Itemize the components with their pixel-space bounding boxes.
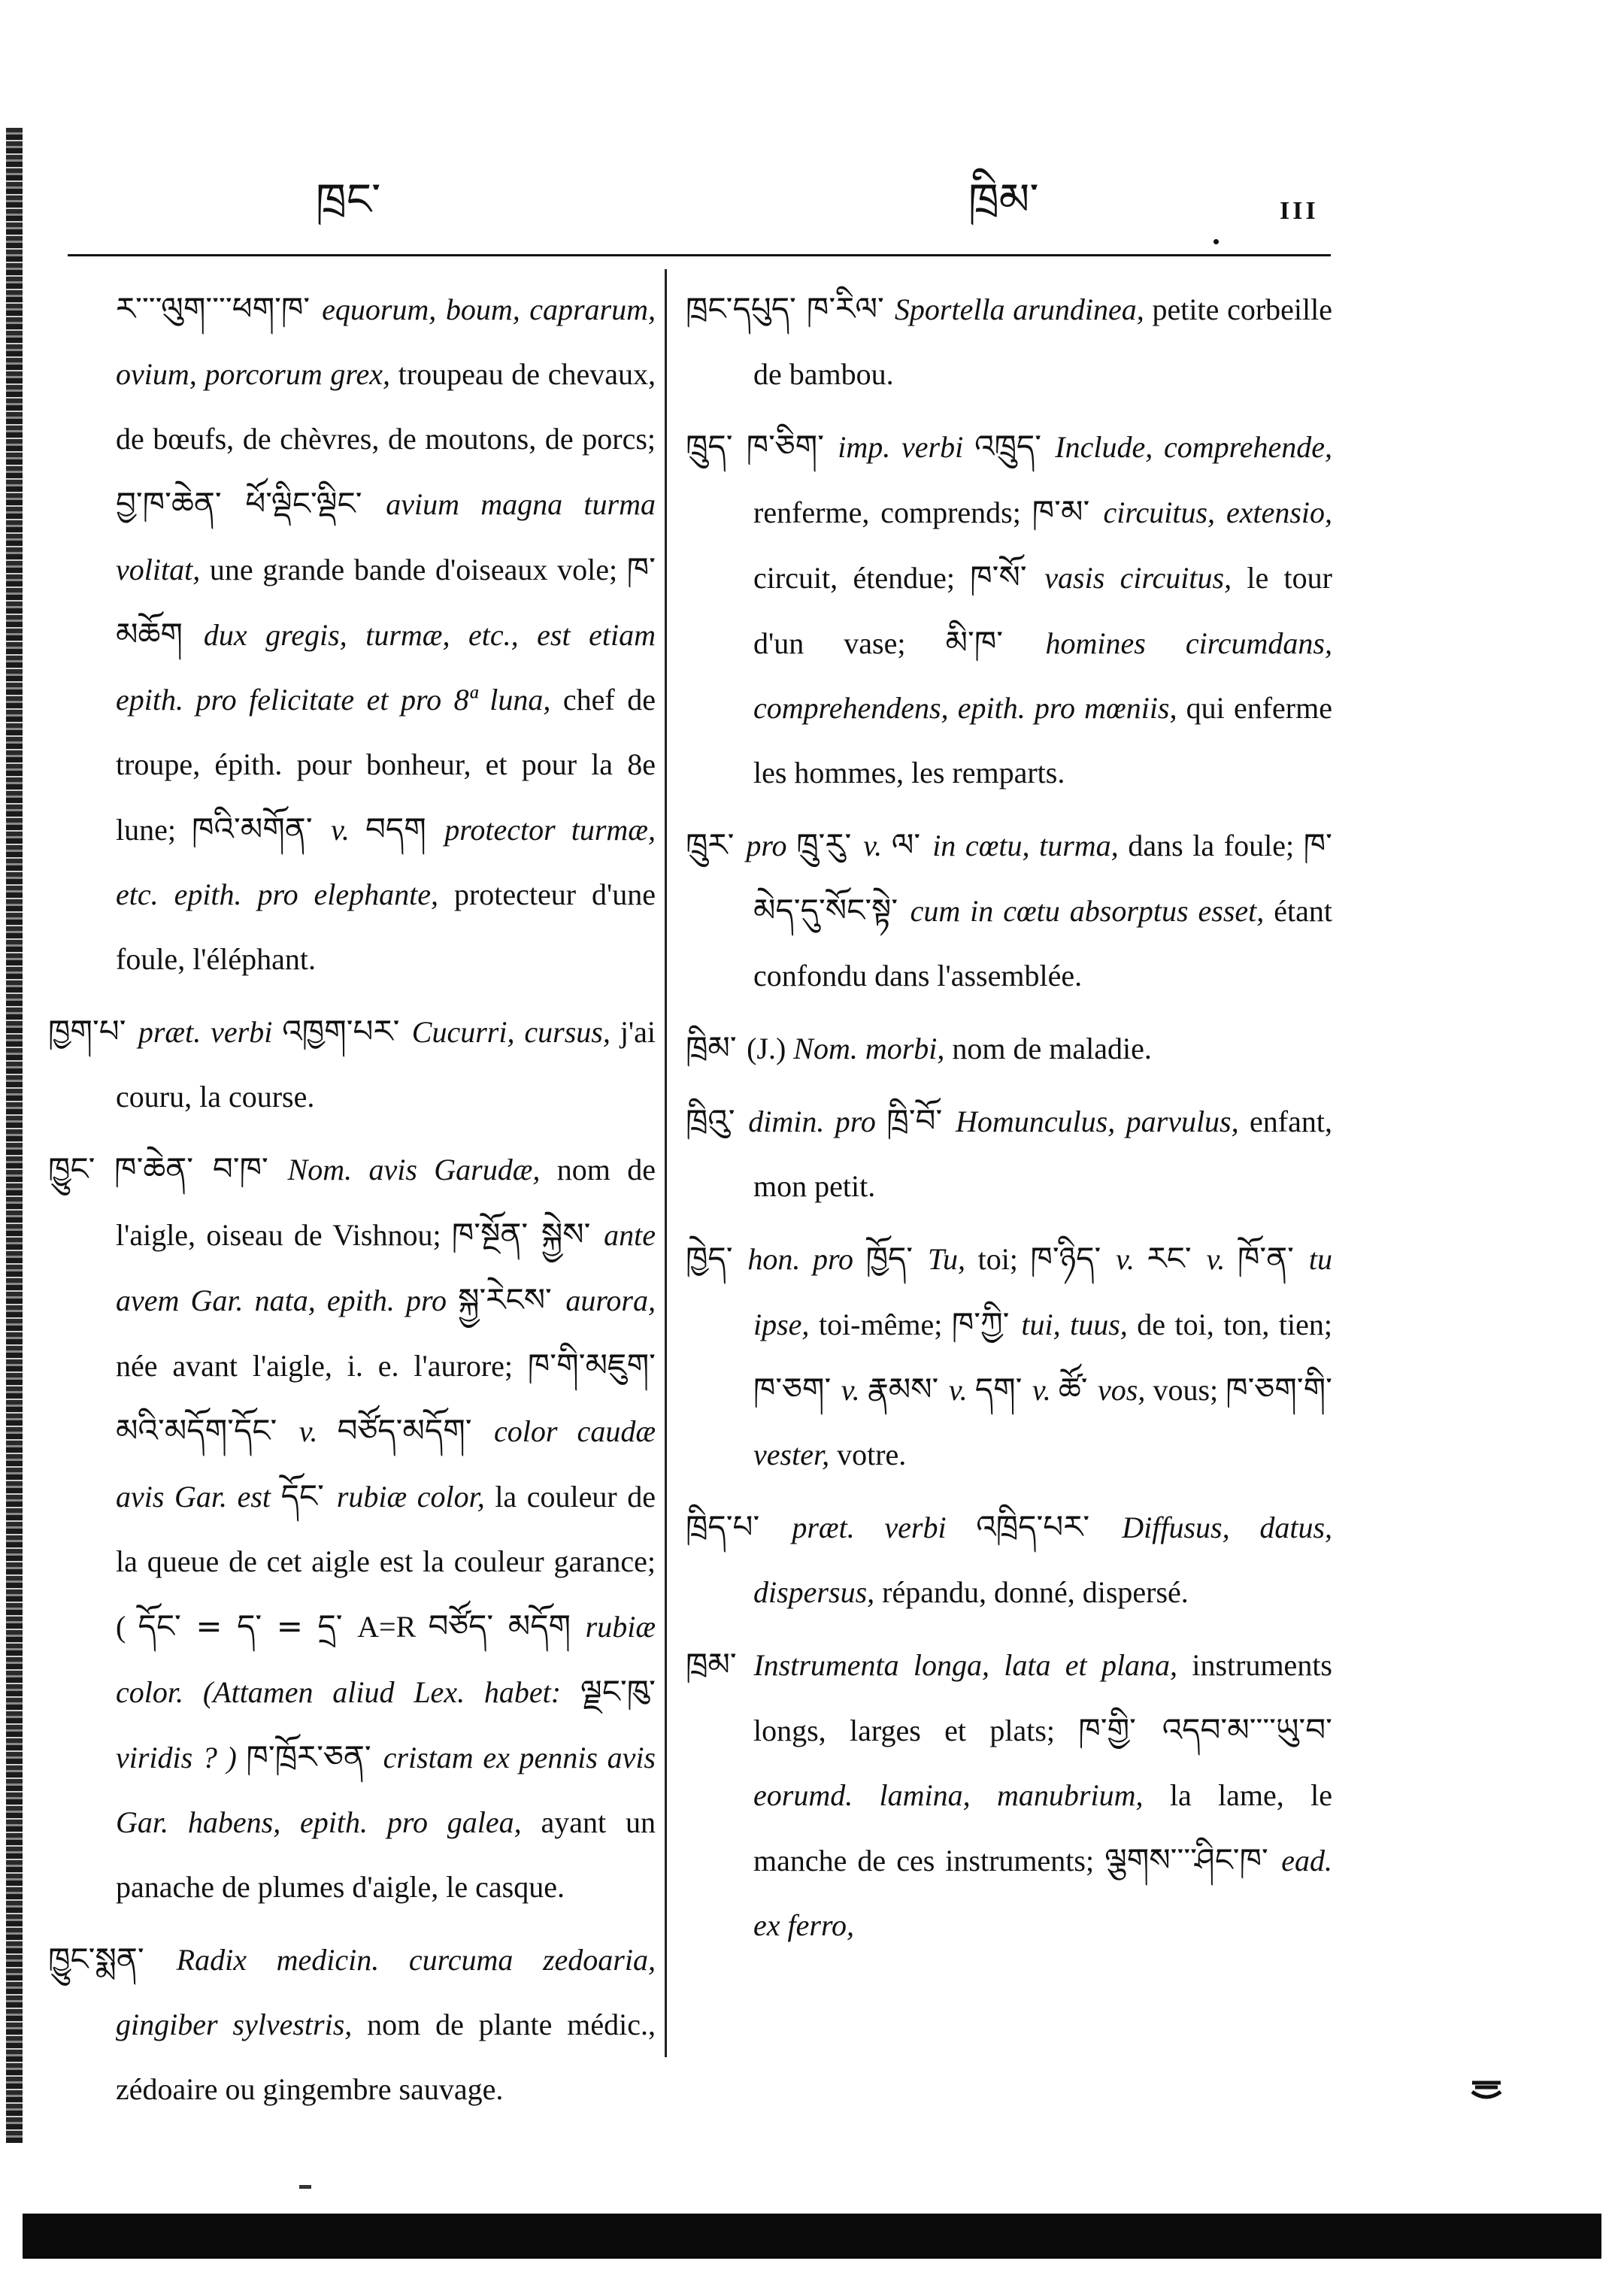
french-gloss: étant confondu dans l'assemblée. xyxy=(753,894,1332,993)
french-gloss: toi; xyxy=(965,1242,1031,1276)
latin-gloss: viridis ? ) xyxy=(116,1741,247,1774)
tibetan-text: ཁྱུང་སྨན་ xyxy=(48,1941,177,1977)
tibetan-text: བཙོད་ མདོག xyxy=(428,1608,586,1644)
tibetan-text: ཁྲུར་ xyxy=(686,826,747,863)
french-gloss: enfant, mon petit. xyxy=(753,1105,1332,1203)
latin-gloss: Include, comprehende, xyxy=(1055,430,1333,464)
tibetan-text: དོང་ = ད་ = དྲ་ xyxy=(138,1608,358,1644)
tibetan-text: ཁྲང་དཔུད་ ཁ་རིལ་ xyxy=(686,290,895,327)
dictionary-entry xyxy=(686,1226,1332,1487)
latin-gloss: dux gregis, turmæ, etc., est etiam epith. pro felicitate et pro 8ª luna, xyxy=(116,618,656,717)
tibetan-text: ཁྱུང་ ཁ་ཆེན་ བ་ཁ་ xyxy=(48,1150,288,1187)
latin-gloss: vasis circuitus, xyxy=(1044,561,1232,595)
tibetan-text: ལྗང་ཁུ་ xyxy=(580,1673,656,1710)
dictionary-entry xyxy=(48,999,656,1129)
french-gloss: A=R xyxy=(357,1610,429,1644)
dictionary-entry xyxy=(686,1089,1332,1219)
latin-gloss: rubiæ color. (Attamen aliud Lex. habet: xyxy=(116,1610,656,1709)
latin-gloss: aurora, xyxy=(565,1283,656,1317)
tibetan-text: འཁྲུད་ xyxy=(974,428,1056,465)
french-gloss: dans la foule; xyxy=(1118,829,1304,862)
tibetan-text: རྣམས་ xyxy=(867,1371,949,1408)
latin-gloss: v. xyxy=(331,813,365,847)
latin-gloss: v. xyxy=(1032,1373,1059,1407)
tibetan-text: ཁྱག་པ་ xyxy=(48,1013,138,1050)
header-rule xyxy=(68,254,1331,256)
tibetan-text: ཁྲིད་པ་ xyxy=(686,1508,792,1545)
ink-dot xyxy=(1213,239,1219,244)
tibetan-text: ཁ་མ་ xyxy=(1032,493,1104,530)
tibetan-text: ཁྱོད་ xyxy=(865,1240,928,1277)
ink-speck xyxy=(299,2185,311,2189)
tibetan-text: ཁྲིམ་ xyxy=(686,1029,747,1066)
tibetan-text: ཁོ་ན་ xyxy=(1237,1240,1309,1277)
tibetan-text: མི་ཁ་ xyxy=(945,624,1046,661)
tibetan-text: ཁ་ཁྲོར་ཅན་ xyxy=(246,1738,383,1775)
page-number: III xyxy=(1280,197,1319,225)
running-head-left: ཁྲང་ xyxy=(316,174,381,225)
french-gloss: nom de plante médic., zédoaire ou gingembre sauvage. xyxy=(116,2008,656,2106)
french-gloss: la couleur de la queue de cet aigle est la couleur garance; ( xyxy=(116,1480,656,1644)
french-gloss: renferme, comprends; xyxy=(753,495,1032,529)
french-gloss: une grande bande d'oiseaux vole; xyxy=(200,553,627,586)
latin-gloss: Nom. avis Garudæ, xyxy=(287,1153,541,1186)
binding-edge xyxy=(6,128,23,2143)
french-gloss: protecteur d'une foule, l'éléphant. xyxy=(116,877,656,976)
tibetan-text: ཁ་སོ་ xyxy=(970,559,1045,596)
latin-gloss: eorumd. lamina, manubrium, xyxy=(753,1778,1144,1812)
french-gloss: le tour d'un vase; xyxy=(753,561,1332,660)
latin-gloss: Radix medicin. curcuma zedoaria, gingiber sylvestris, xyxy=(116,1943,656,2041)
tibetan-text: སྐྱ་རེངས་ xyxy=(458,1281,566,1318)
latin-gloss: cristam ex pennis avis Gar. habens, epith. pro galea, xyxy=(116,1741,656,1839)
tibetan-text: ཁ་སྔོན་ སྐྱེས་ xyxy=(451,1216,604,1253)
dictionary-entry xyxy=(686,1495,1332,1625)
latin-gloss: tu ipse, xyxy=(753,1242,1332,1341)
french-gloss: ayant un panache de plumes d'aigle, le casque. xyxy=(116,1805,656,1904)
tibetan-text: ཁ་ཉིད་ xyxy=(1030,1240,1116,1277)
tibetan-text: ཁྲིའུ་ xyxy=(686,1102,749,1139)
tibetan-text: ཁ་ཅག་གི་ xyxy=(1226,1371,1332,1408)
tibetan-text: ལ་ xyxy=(891,826,933,863)
latin-gloss: pro xyxy=(746,829,797,862)
tibetan-text: ཁྲམ་ xyxy=(686,1646,754,1683)
left-column xyxy=(48,277,656,2129)
latin-gloss: v. xyxy=(863,829,892,862)
tibetan-text: ཁ་གྱི་ འདབ་མ་་་་ཡུ་བ་ xyxy=(1078,1711,1332,1748)
tibetan-text: ཁྲི་བོ་ xyxy=(886,1102,956,1139)
latin-gloss: v. xyxy=(841,1373,868,1407)
latin-gloss: Sportella arundinea, xyxy=(894,292,1144,326)
latin-gloss: color caudæ avis Gar. est xyxy=(116,1414,656,1514)
tibetan-text: ཁ་མེད་དུ་སོང་སྟེ་ xyxy=(753,826,1332,929)
dictionary-entry xyxy=(48,1137,656,1920)
tibetan-text: འཁྲིད་པར་ xyxy=(976,1508,1123,1545)
french-gloss: petite corbeille de bambou. xyxy=(753,292,1332,391)
tibetan-text: ཁྲུ་རུ་ xyxy=(796,826,864,863)
latin-gloss: ante avem Gar. nata, epith. pro xyxy=(116,1218,656,1317)
latin-gloss: ead. ex ferro, xyxy=(753,1844,1332,1942)
latin-gloss: v. xyxy=(948,1373,975,1407)
tibetan-text: བྱ་ཁ་ཆེན་ ཕོ་ལྡིང་ལྡིང་ xyxy=(116,485,386,522)
tibetan-text: ལྕགས་་་་ཤིང་ཁ་ xyxy=(1104,1841,1282,1878)
tibetan-text: ཁ་མཆོག xyxy=(116,550,656,653)
tibetan-text: བདག xyxy=(365,811,445,847)
french-gloss: nom de maladie. xyxy=(944,1032,1152,1065)
latin-gloss: v. xyxy=(298,1414,338,1448)
french-gloss: circuit, étendue; xyxy=(753,561,971,595)
latin-gloss: Cucurri, cursus, xyxy=(411,1015,611,1049)
latin-gloss: vester, xyxy=(753,1438,830,1471)
latin-gloss: imp. verbi xyxy=(838,430,975,464)
french-gloss: née avant l'aigle, i. e. l'aurore; xyxy=(116,1349,528,1383)
tibetan-text: དོང་ xyxy=(280,1477,337,1514)
latin-gloss: v. xyxy=(1206,1242,1238,1276)
tibetan-text: འཁྱག་པར་ xyxy=(282,1013,412,1050)
french-gloss: (J.) xyxy=(747,1032,794,1065)
latin-gloss: equorum, boum, caprarum, ovium, porcorum grex, xyxy=(116,292,656,391)
tibetan-text: ཁྲུད་ ཁ་ཅིག་ xyxy=(686,428,838,465)
tibetan-text: བཙོད་མདོག་ xyxy=(337,1412,495,1449)
tibetan-text: ཚོ་ xyxy=(1058,1371,1098,1408)
running-head-right: ཁྲིམ་ xyxy=(968,174,1039,225)
margin-mark xyxy=(1471,2080,1502,2101)
tibetan-text: ཁ་ཅག་ xyxy=(753,1371,841,1408)
latin-gloss: rubiæ color, xyxy=(336,1480,485,1514)
tibetan-text: ཁའི་མགོན་ xyxy=(192,811,332,847)
dictionary-entry xyxy=(686,1016,1332,1081)
french-gloss: toi-même; xyxy=(809,1308,952,1341)
dictionary-entry xyxy=(48,277,656,992)
dictionary-entry xyxy=(686,813,1332,1008)
french-gloss: de toi, ton, tien; xyxy=(1127,1308,1332,1341)
dictionary-entry xyxy=(686,277,1332,407)
french-gloss: j'ai couru, la course. xyxy=(116,1015,656,1114)
latin-gloss: v. xyxy=(1116,1242,1147,1276)
latin-gloss: Tu, xyxy=(928,1242,966,1276)
latin-gloss: Diffusus, datus, dispersus, xyxy=(753,1511,1333,1609)
latin-gloss: præt. verbi xyxy=(138,1015,283,1049)
latin-gloss: cum in cœtu absorptus esset, xyxy=(910,894,1265,928)
french-gloss: répandu, donné, dispersé. xyxy=(874,1575,1189,1609)
french-gloss: votre. xyxy=(829,1438,907,1471)
tibetan-text: ཁ་ཀྱི་ xyxy=(951,1305,1022,1342)
latin-gloss: tui, tuus, xyxy=(1021,1308,1128,1341)
french-gloss: nom de l'aigle, oiseau de Vishnou; xyxy=(116,1153,656,1252)
latin-gloss: protector turmæ, etc. epith. pro elephante, xyxy=(116,813,656,911)
latin-gloss: Instrumenta longa, lata et plana, xyxy=(753,1648,1178,1682)
french-gloss: vous; xyxy=(1145,1373,1226,1407)
tibetan-text: རང་ xyxy=(1147,1240,1207,1277)
french-gloss: chef de troupe, épith. pour bonheur, et pour la 8e lune; xyxy=(116,683,656,847)
latin-gloss: Nom. morbi, xyxy=(793,1032,945,1065)
tibetan-text: ཁྱེད་ xyxy=(686,1240,748,1277)
scan-bottom-bar xyxy=(23,2214,1601,2259)
column-rule xyxy=(665,269,667,2057)
latin-gloss: avium magna turma volitat, xyxy=(116,487,656,586)
latin-gloss: circuitus, extensio, xyxy=(1103,495,1332,529)
dictionary-entry xyxy=(686,414,1332,805)
latin-gloss: homines circumdans, comprehendens, epith. pro mœniis, xyxy=(753,626,1332,725)
tibetan-text: ཁ་གི་མཇུག་མའི་མདོག་དོང་ xyxy=(116,1347,656,1449)
right-column xyxy=(686,277,1332,1965)
latin-gloss: hon. pro xyxy=(747,1242,866,1276)
dictionary-entry xyxy=(686,1632,1332,1958)
latin-gloss: Homunculus, parvulus, xyxy=(956,1105,1239,1138)
tibetan-text: ར་་་་ལུག་་་་ཕག་ཁ་ xyxy=(116,290,323,327)
latin-gloss: dimin. pro xyxy=(748,1105,887,1138)
french-gloss: qui enferme les hommes, les remparts. xyxy=(753,691,1332,789)
french-gloss: la lame, le manche de ces instruments; xyxy=(753,1778,1333,1877)
french-gloss: instruments longs, larges et plats; xyxy=(753,1648,1332,1747)
dictionary-entry xyxy=(48,1927,656,2122)
latin-gloss: præt. verbi xyxy=(792,1511,977,1544)
french-gloss: troupeau de chevaux, de bœufs, de chèvres, de moutons, de porcs; xyxy=(116,357,656,456)
latin-gloss: in cœtu, turma, xyxy=(932,829,1119,862)
tibetan-text: དག་ xyxy=(974,1371,1032,1408)
latin-gloss: vos, xyxy=(1098,1373,1146,1407)
